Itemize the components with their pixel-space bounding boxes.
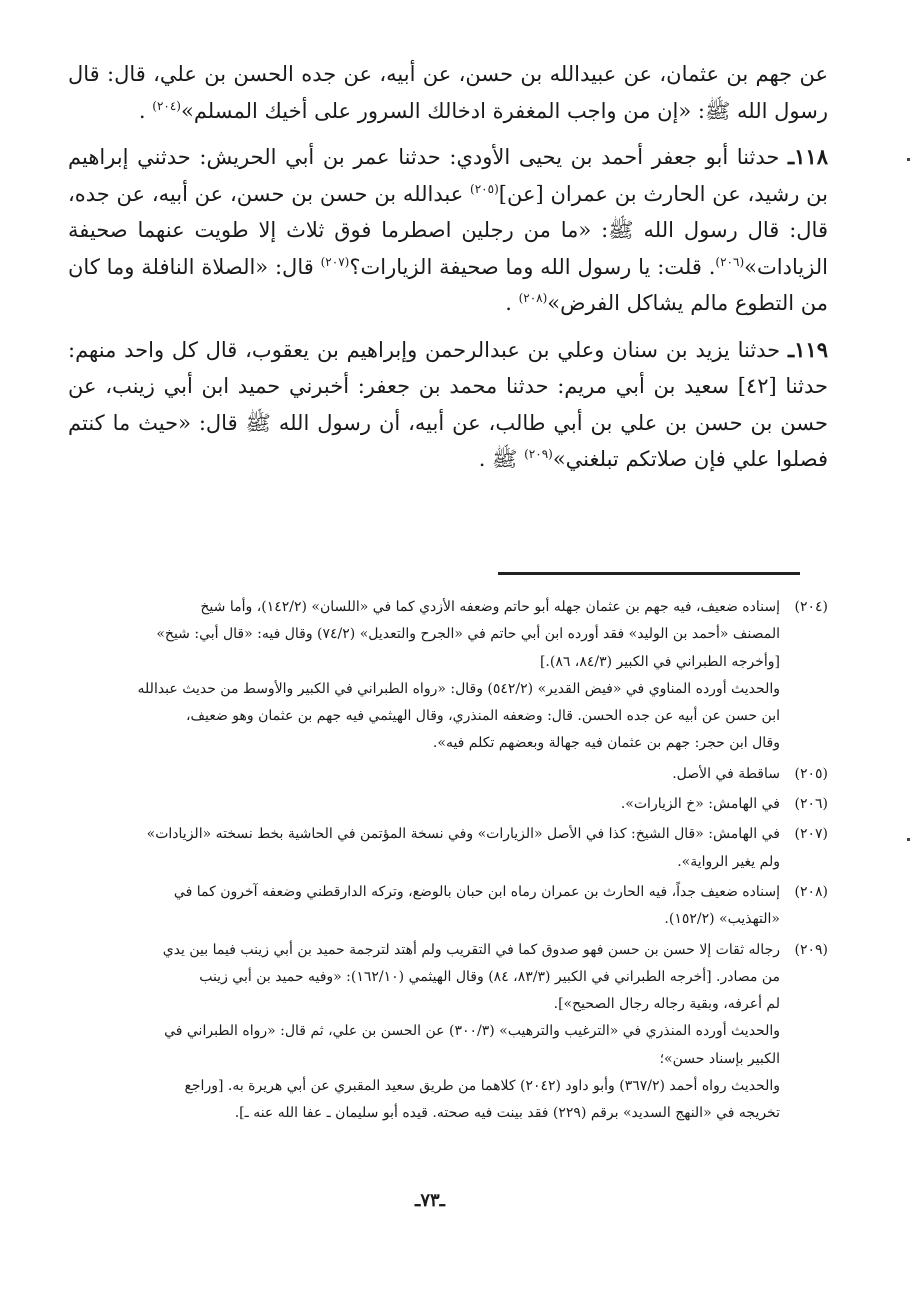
footnote-ref-204: (٢٠٤): [152, 98, 181, 113]
footnote-line: ساقطة في الأصل.: [672, 765, 780, 782]
footnote-209: [50, 937, 828, 1128]
footnote-line: والحديث أورده المناوي في «فيض القدير» (٥٤٢/٢) وقال: «رواه الطبراني في الكبير والأوسط من حديث عبدالله: [137, 680, 780, 697]
footnote-line: الكبير بإسناد حسن»؛: [659, 1050, 780, 1067]
footnote-line: المصنف «أحمد بن الوليد» فقد أورده ابن أبي حاتم في «الجرح والتعديل» (٧٤/٢) وقال فيه: «قال أبي: شيخ»: [156, 626, 780, 643]
hadith-118: ١١٨ـ حدثنا أبو جعفر أحمد بن يحيى الأودي: حدثنا عمر بن أبي الحريش: حدثني إبراهيم بن رشيد، عن الحارث بن عمران [عن]$^{(٢٠٥)}$ عبدالله بن حسن بن حسن، عن أبيه، عن جده، قال: قال رسول الله ﷺ: «ما من رجلين اصطرما فوق ثلاث إلا طويت عنهما صحيفة الزيادات»$^{(٢٠٦)}$. قلت: يا رسول الله وما صحيفة الزيارات؟$^{(٢٠٧)}$ قال: «الصلاة النافلة وما كان من التطوع مالم يشاكل الفرض»$^{(٢٠٨)}$ .: [68, 144, 829, 315]
hadith-119: [68, 332, 828, 478]
footnote-number: (٢٠٩): [794, 941, 828, 958]
footnote-204: [50, 594, 828, 758]
hadith-text: قال: «الصلاة النافلة وما كان من التطوع مالم يشاكل الفرض»: [68, 254, 828, 315]
footnote-line: إسناده ضعيف، فيه جهم بن عثمان جهله أبو حاتم وضعفه الأزدي كما في «اللسان» (١٤٢/٢)، وأما شيخ: [200, 599, 780, 615]
footnote-line: من مصادر. [أخرجه الطبراني في الكبير (٨٣/٣، ٨٤) وقال الهيثمي (١٦٢/١٠): «وفيه حميد بن أبي زينب: [199, 968, 780, 985]
footnote-ref-206: (٢٠٦): [715, 254, 745, 269]
footnote-line: [وأخرجه الطبراني في الكبير (٨٤/٣، ٨٦).]: [539, 653, 780, 670]
text-line: قال: قال رسول الله ﷺ: «إن من واجب المغفرة ادخالك السرور على أخيك: [68, 62, 828, 123]
text-line: المسلم»: [180, 98, 258, 123]
footnote-ref-208: (٢٠٨): [518, 291, 548, 305]
footnote-ref-205: (٢٠٥): [470, 181, 499, 196]
footnote-divider: [498, 572, 800, 575]
main-text: [68, 56, 828, 478]
footnote-line: والحديث رواه أحمد (٣٦٧/٢) وأبو داود (٢٠٤٢) كلاهما من طريق سعيد المقبري عن أبي هريرة به. [وراجع: [184, 1078, 780, 1095]
footnote-line: والحديث أورده المنذري في «الترغيب والترهيب» (٣٠٠/٣) عن الحسن بن علي، ثم قال: «رواه الطبراني في: [164, 1023, 780, 1040]
footnote-ref-207: (٢٠٧): [320, 254, 350, 269]
footnote-number: (٢٠٧): [794, 826, 828, 843]
footnote-ref-209: (٢٠٩): [524, 447, 553, 461]
footnotes: [50, 594, 828, 1131]
scan-speck: [907, 838, 910, 841]
footnote-line: إسناده ضعيف جداً، فيه الحارث بن عمران رماه ابن حبان بالوضع، وتركه الدارقطني وضعفه آخرون كما في: [173, 883, 780, 900]
footnote-number: (٢٠٥): [794, 765, 828, 782]
text-line: عن جهم بن عثمان، عن عبيدالله بن حسن، عن أبيه، عن جده الحسن بن علي،: [153, 62, 828, 86]
hadith-text: حدثنا أبو جعفر أحمد بن يحيى الأودي: حدثنا عمر بن أبي الحريش: حدثني إبراهيم بن رشيد، عن الحارث بن عمران [عن]: [68, 145, 828, 206]
hadith-number-119: ١١٩ـ: [788, 336, 828, 362]
hadith-number-118: ١١٨ـ: [788, 144, 828, 169]
footnote-205: [50, 761, 828, 788]
hadith-end: ﷺ .: [478, 447, 518, 471]
footnote-line: في الهامش: «خ الزيارات».: [620, 796, 780, 813]
hadith-text: . قلت: يا رسول الله وما صحيفة الزيارات؟: [349, 254, 716, 279]
page-number: ـ٧٣ـ: [415, 1190, 445, 1211]
hadith-text: حدثنا يزيد بن سنان وعلي بن عبدالرحمن وإبراهيم بن يعقوب، قال كل واحد منهم: حدثنا [٤٢] سعيد بن أبي مريم: حدثنا محمد بن جعفر: أخبرني حميد ابن أبي زينب، عن حسن بن حسن بن علي بن أبي طالب، عن أبيه، أن رسول الله ﷺ قال: «حيث ما كنتم فصلوا علي فإن صلاتكم تبلغني»: [68, 337, 829, 471]
footnote-number: (٢٠٤): [794, 599, 828, 615]
footnote-line: «التهذيب» (١٥٢/٢).: [664, 911, 780, 928]
paragraph-117-tail: عن جهم بن عثمان، عن عبيدالله بن حسن، عن أبيه، عن جده الحسن بن علي، قال: قال رسول الله ﷺ: «إن من واجب المغفرة ادخالك السرور على أخيك المسلم»$^{(٢٠٤)}$ .: [68, 62, 828, 123]
footnote-line: تخريجه في «النهج السديد» برقم (٢٢٩) فقد بينت فيه صحته. قيده أبو سليمان ـ عفا الله عنه ـ].: [234, 1105, 780, 1122]
hadith-text: عبدالله بن حسن بن حسن، عن أبيه، عن جده، قال: قال رسول الله ﷺ: «ما من رجلين اصطرما فوق ثلاث إلا طويت عنهما صحيفة الزيادات»: [68, 181, 829, 279]
footnote-line: في الهامش: «قال الشيخ: كذا في الأصل «الزيارات» وفي نسخة المؤتمن في الحاشية بخط نسخته «الزيادات»: [146, 826, 780, 843]
footnote-line: وقال ابن حجر: جهم بن عثمان فيه جهالة وبعضهم تكلم فيه».: [432, 735, 780, 752]
footnote-line: لم أعرفه، وبقية رجاله رجال الصحيح»].: [553, 996, 780, 1013]
footnote-number: (٢٠٦): [794, 796, 828, 813]
footnote-line: رجاله ثقات إلا حسن بن حسن فهو صدوق كما في التقريب ولم أهتد لترجمة حميد بن أبي زينب فيما بين يدي: [162, 941, 780, 958]
scan-speck: [907, 158, 910, 161]
footnote-207: [50, 821, 828, 876]
footnote-line: ولم يغير الرواية».: [677, 853, 780, 870]
footnote-number: (٢٠٨): [794, 883, 828, 900]
footnote-line: ابن حسن عن أبيه عن جده الحسن. قال: وضعفه المنذري، وقال الهيثمي فيه جهم بن عثمان وهو ضعيف،: [185, 708, 780, 725]
footnote-208: [50, 879, 828, 934]
footnote-206: [50, 791, 828, 818]
